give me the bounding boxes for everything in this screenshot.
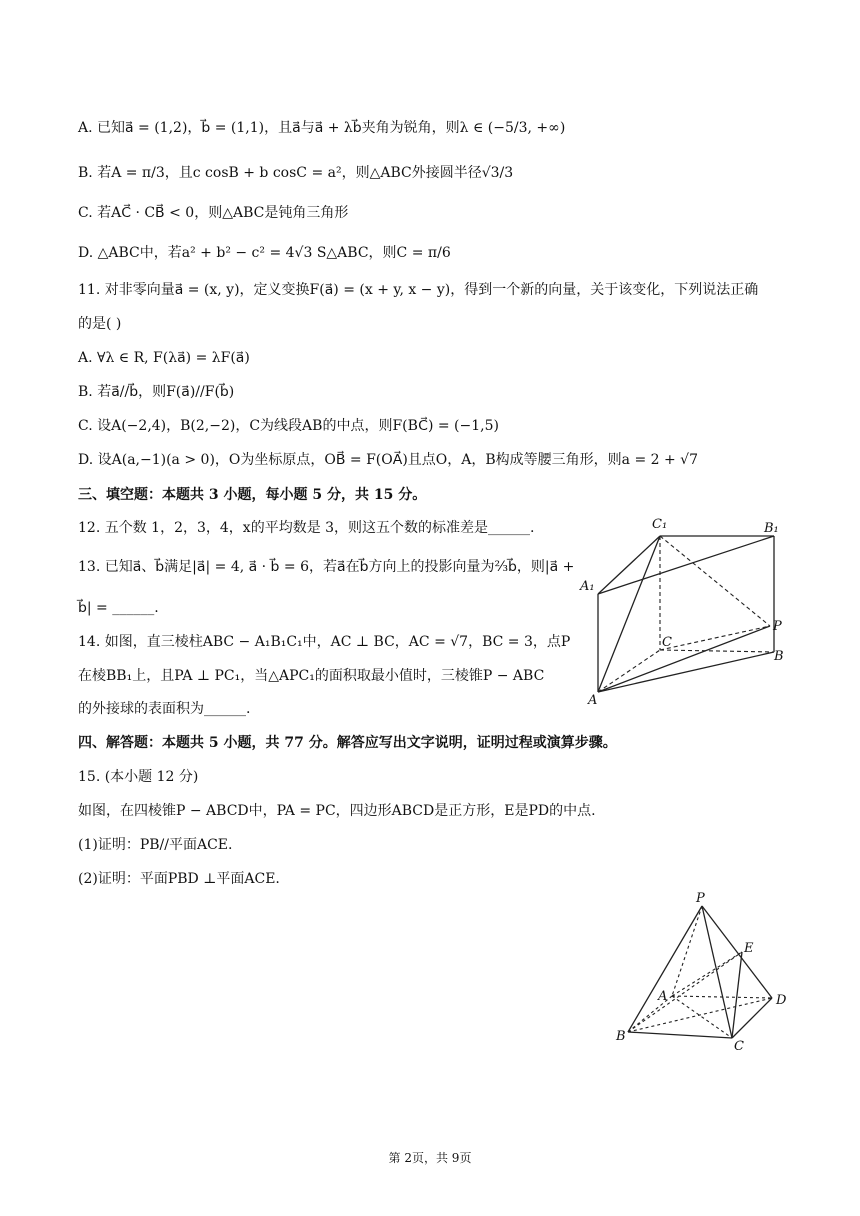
option-10b: B. 若A = π/3，且c cosB + b cosC = a²，则△ABC外接圆半径√3/3	[78, 165, 514, 181]
label-P: P	[773, 619, 782, 634]
question-15-title: 15. (本小题 12 分)	[78, 769, 199, 785]
question-11-stem-cont: 的是( )	[78, 316, 122, 332]
page-footer: 第 2页，共 9页	[388, 1151, 472, 1165]
label-B1: B₁	[764, 521, 779, 536]
question-14-cont: 在棱BB₁上，且PA ⊥ PC₁，当△APC₁的面积取最小值时，三棱锥P − ABC	[78, 668, 545, 684]
label-C1: C₁	[652, 517, 668, 532]
option-11d: D. 设A(a,−1)(a > 0)，O为坐标原点，OB⃗ = F(OA⃗)且点O，A，B构成等腰三角形，则a = 2 + √7	[78, 452, 699, 468]
question-15-part1: (1)证明：PB//平面ACE.	[78, 837, 233, 853]
question-14: 14. 如图，直三棱柱ABC − A₁B₁C₁中，AC ⊥ BC，AC = √7，BC = 3，点P	[78, 634, 571, 650]
option-11b: B. 若a⃗//b⃗，则F(a⃗)//F(b⃗)	[78, 384, 235, 400]
section-fill-in-heading: 三、填空题：本题共 3 小题，每小题 5 分，共 15 分。	[78, 487, 427, 503]
option-10d: D. △ABC中，若a² + b² − c² = 4√3 S△ABC，则C = π/6	[78, 245, 451, 261]
option-10c: C. 若AC⃗ · CB⃗ < 0，则△ABC是钝角三角形	[78, 205, 349, 221]
label-A1: A₁	[580, 579, 595, 594]
label-B: B	[616, 1029, 626, 1044]
question-14-cont2: 的外接球的表面积为______.	[78, 701, 251, 717]
question-13-cont: b⃗| = ______.	[78, 600, 159, 616]
option-11a: A. ∀λ ∈ R, F(λa⃗) = λF(a⃗)	[78, 350, 250, 366]
label-D: D	[776, 993, 787, 1008]
prism-figure	[578, 512, 808, 712]
label-B: B	[774, 649, 784, 664]
label-A: A	[658, 989, 668, 1004]
question-15-stem: 如图，在四棱锥P − ABCD中，PA = PC，四边形ABCD是正方形，E是PD的中点.	[78, 803, 596, 819]
label-A: A	[588, 693, 598, 708]
question-11-stem: 11. 对非零向量a⃗ = (x, y)，定义变换F(a⃗) = (x + y, x − y)，得到一个新的向量，关于该变化，下列说法正确	[78, 282, 759, 298]
label-P: P	[696, 891, 705, 906]
option-10a: A. 已知a⃗ = (1,2)，b⃗ = (1,1)，且a⃗与a⃗ + λb⃗夹角为锐角，则λ ∈ (−5/3, +∞)	[78, 120, 566, 136]
label-C: C	[734, 1039, 744, 1054]
label-E: E	[744, 941, 754, 956]
option-11c: C. 设A(−2,4)，B(2,−2)，C为线段AB的中点，则F(BC⃗) = (−1,5)	[78, 418, 499, 434]
label-C: C	[662, 635, 672, 650]
question-15-part2: (2)证明：平面PBD ⊥平面ACE.	[78, 871, 280, 887]
pyramid-figure	[614, 890, 804, 1054]
question-12: 12. 五个数 1，2，3，4，x的平均数是 3，则这五个数的标准差是______.	[78, 520, 535, 536]
question-13: 13. 已知a⃗、b⃗满足|a⃗| = 4, a⃗ · b⃗ = 6，若a⃗在b⃗方向上的投影向量为⅔b⃗，则|a⃗ +	[78, 559, 575, 575]
section-solution-heading: 四、解答题：本题共 5 小题，共 77 分。解答应写出文字说明，证明过程或演算步骤。	[78, 735, 617, 751]
